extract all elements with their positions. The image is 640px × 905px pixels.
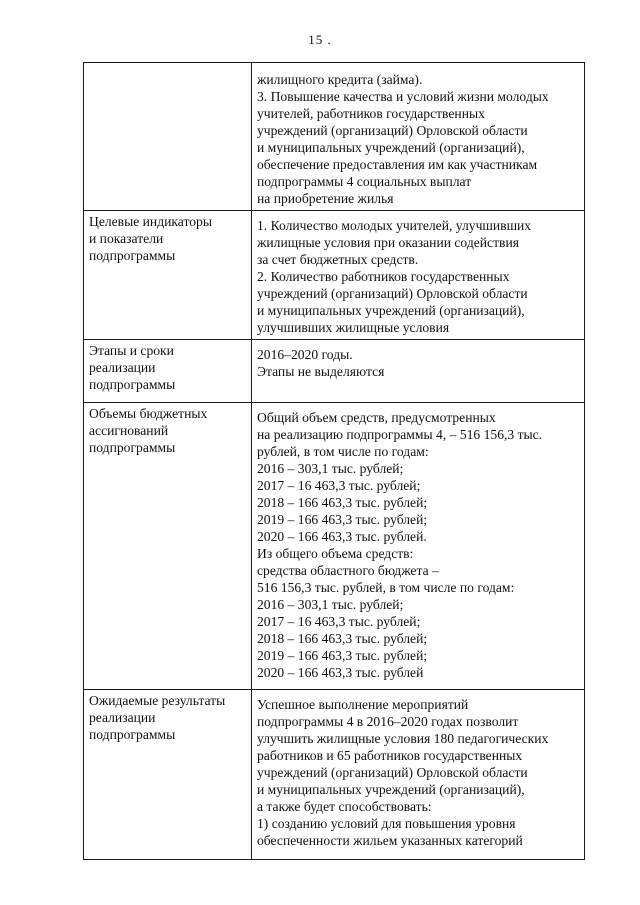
row-label-cell [84, 340, 252, 403]
content-line: обеспеченности жильем указанных категорий [257, 833, 523, 848]
content-line: 2019 – 166 463,3 тыс. рублей; [257, 512, 428, 527]
row-content-cell [252, 211, 585, 340]
content-line: улучшить жилищные условия 180 педагогических [257, 731, 549, 746]
content-line: учреждений (организаций) Орловской области [257, 286, 528, 301]
content-line: 2016 – 303,1 тыс. рублей; [257, 461, 404, 476]
label-line: ассигнований [89, 423, 169, 438]
content-line: 2016–2020 годы. [257, 347, 353, 362]
content-line: улучшивших жилищные условия [257, 320, 450, 335]
label-line: подпрограммы [89, 727, 176, 742]
label-line: Целевые индикаторы [89, 214, 212, 229]
label-line: Ожидаемые результаты [89, 693, 226, 708]
content-line: подпрограммы 4 социальных выплат [257, 174, 472, 189]
content-line: Этапы не выделяются [257, 364, 385, 379]
table-row [84, 211, 585, 340]
table-row [84, 340, 585, 403]
content-line: Общий объем средств, предусмотренных [257, 410, 496, 425]
row-content-cell [252, 403, 585, 690]
label-line: и показатели [89, 231, 164, 246]
content-line: рублей, в том числе по годам: [257, 444, 429, 459]
content-line: а также будет способствовать: [257, 799, 432, 814]
row-content-cell [252, 340, 585, 403]
content-line: учреждений (организаций) Орловской области [257, 123, 528, 138]
page-number: 15 . [308, 32, 332, 47]
row-label-cell [84, 63, 252, 211]
content-line: учителей, работников государственных [257, 106, 485, 121]
content-line: жилищного кредита (займа). [257, 72, 423, 87]
content-line: 2018 – 166 463,3 тыс. рублей; [257, 495, 428, 510]
content-line: учреждений (организаций) Орловской области [257, 765, 528, 780]
content-line: 2020 – 166 463,3 тыс. рублей. [257, 529, 427, 544]
label-line: реализации [89, 360, 156, 375]
label-line: подпрограммы [89, 440, 176, 455]
label-line: подпрограммы [89, 377, 176, 392]
content-line: 2020 – 166 463,3 тыс. рублей [257, 665, 424, 680]
content-line: за счет бюджетных средств. [257, 252, 419, 267]
label-line: реализации [89, 710, 156, 725]
content-line: 2019 – 166 463,3 тыс. рублей; [257, 648, 428, 663]
content-line: подпрограммы 4 в 2016–2020 годах позволит [257, 714, 519, 729]
row-content-cell [252, 63, 585, 211]
content-line: жилищные условия при оказании содействия [257, 235, 519, 250]
row-label-cell [84, 403, 252, 690]
content-line: 3. Повышение качества и условий жизни молодых [257, 89, 549, 104]
content-line: Из общего объема средств: [257, 546, 414, 561]
content-line: и муниципальных учреждений (организаций), [257, 782, 525, 797]
content-line: 2. Количество работников государственных [257, 269, 510, 284]
label-line: Объемы бюджетных [89, 406, 208, 421]
content-line: 1) созданию условий для повышения уровня [257, 816, 516, 831]
table-row [84, 403, 585, 690]
content-line: обеспечение предоставления им как участникам [257, 157, 538, 172]
row-label-cell [84, 690, 252, 860]
subprogram-passport-table [83, 62, 585, 860]
content-line: 1. Количество молодых учителей, улучшивших [257, 218, 532, 233]
table-row [84, 63, 585, 211]
content-line: 2018 – 166 463,3 тыс. рублей; [257, 631, 428, 646]
content-line: 516 156,3 тыс. рублей, в том числе по годам: [257, 580, 515, 595]
label-line: Этапы и сроки [89, 343, 174, 358]
content-line: 2017 – 16 463,3 тыс. рублей; [257, 614, 421, 629]
row-label-cell [84, 211, 252, 340]
content-line: 2017 – 16 463,3 тыс. рублей; [257, 478, 421, 493]
table-row [84, 690, 585, 860]
content-line: 2016 – 303,1 тыс. рублей; [257, 597, 404, 612]
content-line: на приобретение жилья [257, 191, 394, 206]
content-line: работников и 65 работников государственных [257, 748, 523, 763]
content-line: и муниципальных учреждений (организаций), [257, 140, 525, 155]
content-line: и муниципальных учреждений (организаций), [257, 303, 525, 318]
row-content-cell [252, 690, 585, 860]
content-line: средства областного бюджета – [257, 563, 439, 578]
content-line: на реализацию подпрограммы 4, – 516 156,3 тыс. [257, 427, 543, 442]
label-line: подпрограммы [89, 248, 176, 263]
content-line: Успешное выполнение мероприятий [257, 697, 469, 712]
